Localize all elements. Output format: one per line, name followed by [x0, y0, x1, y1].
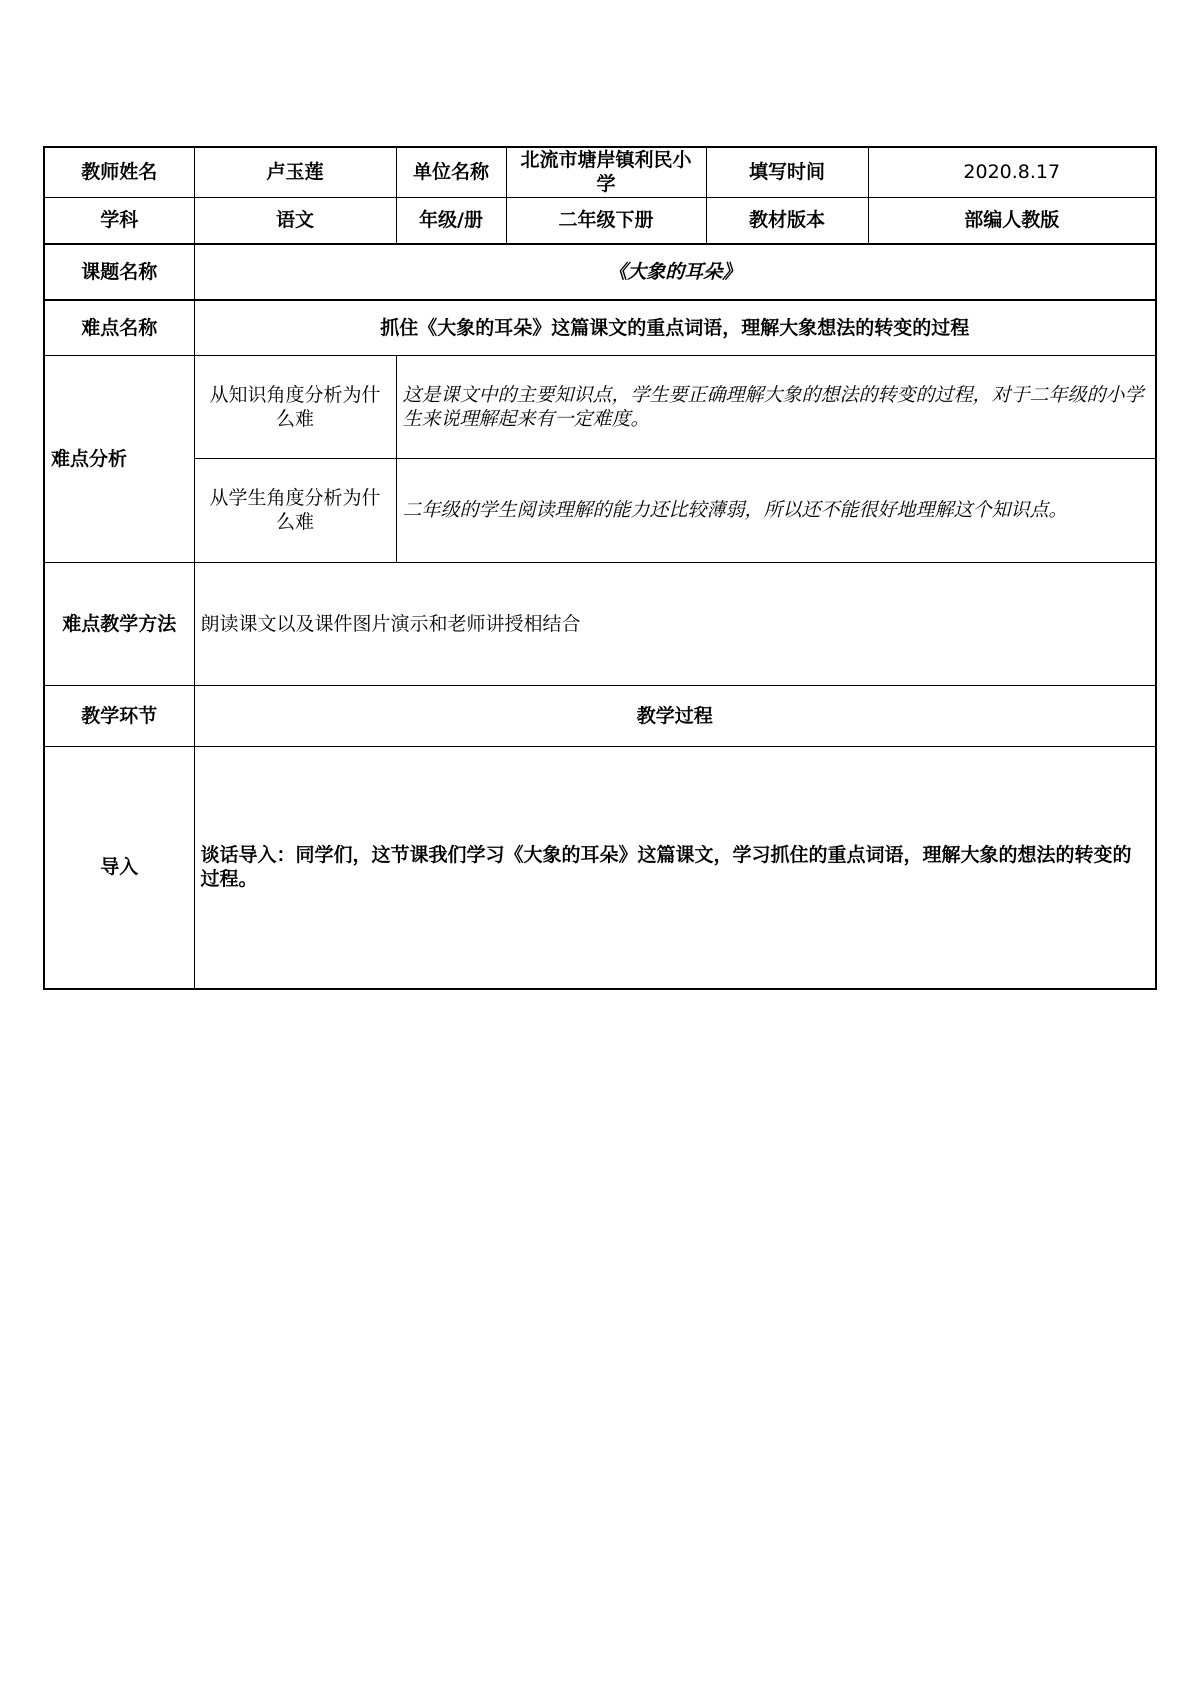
analysis-knowledge-row [44, 355, 1156, 458]
fill-date-value: 2020.8.17 [868, 147, 1156, 197]
fill-date-label: 填写时间 [706, 147, 868, 197]
intro-value: 谈话导入：同学们，这节课我们学习《大象的耳朵》这篇课文，学习抓住的重点词语，理解大象的想法的转变的过程。 [194, 746, 1156, 989]
grade-label: 年级/册 [396, 197, 506, 244]
difficulty-row [44, 300, 1156, 355]
unit-name-label: 单位名称 [396, 147, 506, 197]
student-angle-text: 二年级的学生阅读理解的能力还比较薄弱，所以还不能很好地理解这个知识点。 [396, 458, 1156, 562]
topic-value: 《大象的耳朵》 [194, 244, 1156, 300]
method-value: 朗读课文以及课件图片演示和老师讲授相结合 [194, 562, 1156, 685]
unit-name-value: 北流市塘岸镇利民小学 [506, 147, 706, 197]
analysis-label: 难点分析 [44, 355, 194, 562]
knowledge-angle-text: 这是课文中的主要知识点，学生要正确理解大象的想法的转变的过程，对于二年级的小学生来说理解起来有一定难度。 [396, 355, 1156, 458]
difficulty-label: 难点名称 [44, 300, 194, 355]
subject-value: 语文 [194, 197, 396, 244]
intro-row [44, 746, 1156, 989]
topic-row [44, 244, 1156, 300]
intro-label: 导入 [44, 746, 194, 989]
process-label: 教学过程 [194, 685, 1156, 746]
process-step-label: 教学环节 [44, 685, 194, 746]
process-header-row [44, 685, 1156, 746]
method-label: 难点教学方法 [44, 562, 194, 685]
edition-label: 教材版本 [706, 197, 868, 244]
topic-label: 课题名称 [44, 244, 194, 300]
lesson-plan-table [43, 146, 1157, 990]
analysis-student-row [44, 458, 1156, 562]
method-row [44, 562, 1156, 685]
grade-value: 二年级下册 [506, 197, 706, 244]
knowledge-angle-label: 从知识角度分析为什么难 [194, 355, 396, 458]
info-row-1 [44, 147, 1156, 197]
edition-value: 部编人教版 [868, 197, 1156, 244]
difficulty-value: 抓住《大象的耳朵》这篇课文的重点词语，理解大象想法的转变的过程 [194, 300, 1156, 355]
student-angle-label: 从学生角度分析为什么难 [194, 458, 396, 562]
subject-label: 学科 [44, 197, 194, 244]
teacher-name-label: 教师姓名 [44, 147, 194, 197]
info-row-2 [44, 197, 1156, 244]
teacher-name-value: 卢玉莲 [194, 147, 396, 197]
